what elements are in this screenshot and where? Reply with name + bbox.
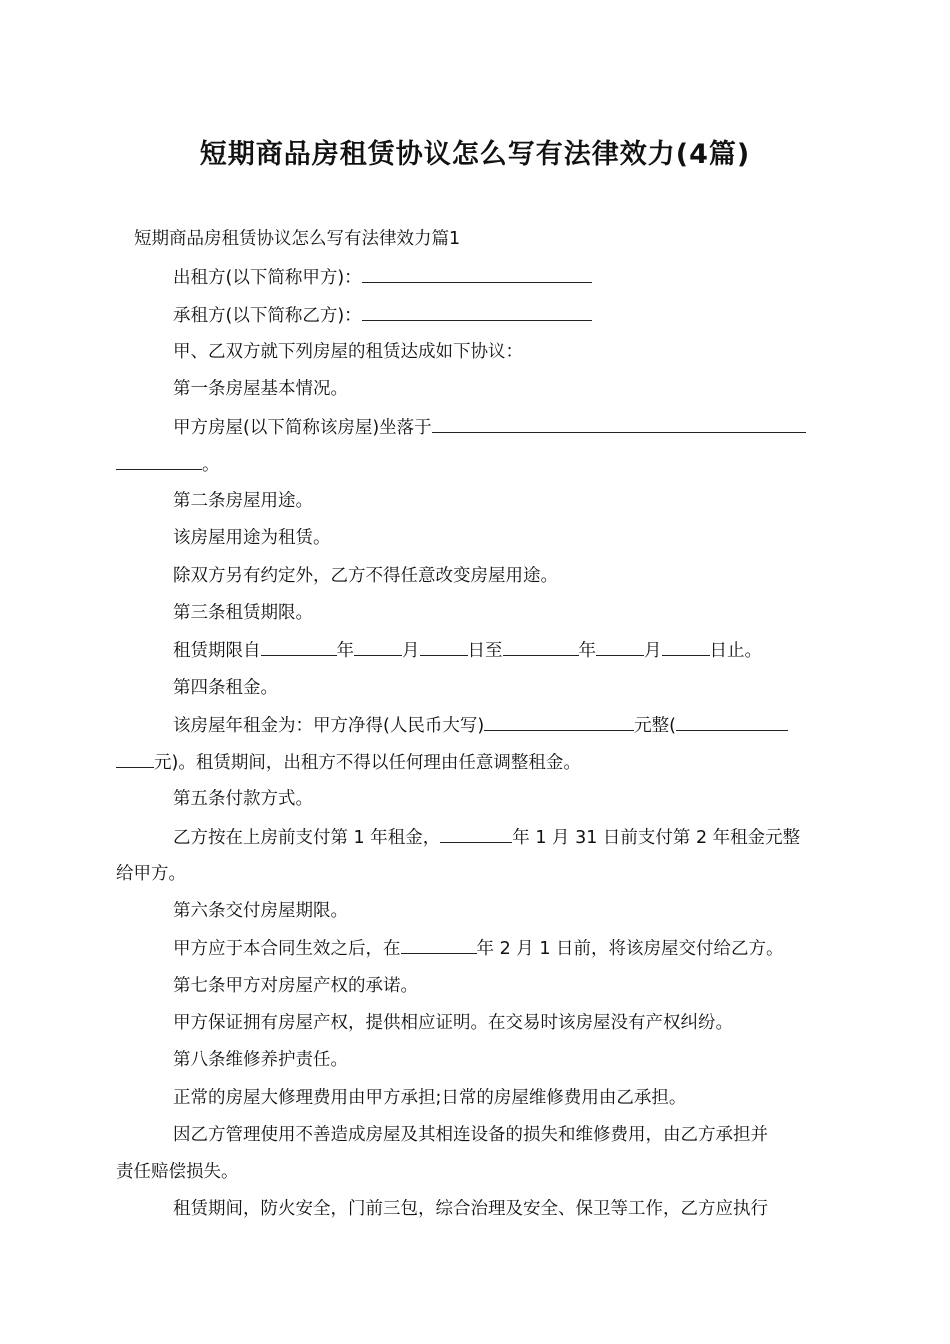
end-month-blank[interactable] [596, 639, 644, 656]
article-heading: 第六条交付房屋期限。 [173, 901, 348, 921]
delivery-label: 甲方应于本合同生效之后，在 [173, 939, 401, 959]
year-text: 年 [578, 641, 596, 661]
paragraph: 除双方另有约定外，乙方不得任意改变房屋用途。 [173, 566, 558, 586]
location-blank-cont[interactable] [116, 453, 202, 470]
term-label: 租赁期限自 [173, 641, 261, 661]
paragraph: 正常的房屋大修理费用由甲方承担;日常的房屋维修费用由乙承担。 [173, 1088, 687, 1108]
article-heading: 第二条房屋用途。 [173, 491, 313, 511]
paragraph: 租赁期间，防火安全，门前三包，综合治理及安全、保卫等工作，乙方应执行 [173, 1199, 768, 1219]
lessor-line [173, 266, 592, 289]
rent-clause-text: 元)。租赁期间，出租方不得以任何理由任意调整租金。 [154, 753, 581, 773]
start-day-blank[interactable] [420, 639, 468, 656]
term-line [173, 639, 762, 662]
article-heading: 第一条房屋基本情况。 [173, 379, 348, 399]
article-heading: 第五条付款方式。 [173, 789, 313, 809]
end-day-blank[interactable] [662, 639, 710, 656]
month-text: 月 [402, 641, 420, 661]
document-title: 短期商品房租赁协议怎么写有法律效力(4篇) [199, 139, 751, 170]
delivery-text: 年 2 月 1 日前，将该房屋交付给乙方。 [476, 939, 784, 959]
paragraph: 给甲方。 [116, 864, 186, 884]
location-label: 甲方房屋(以下简称该房屋)坐落于 [173, 418, 432, 438]
rent-line [173, 714, 788, 737]
paragraph: 甲、乙双方就下列房屋的租赁达成如下协议： [173, 342, 523, 362]
location-line [173, 416, 806, 439]
rent-number-blank-cont[interactable] [116, 751, 154, 768]
rent-number-blank[interactable] [676, 714, 788, 731]
period-mark: 。 [202, 455, 220, 475]
section-heading: 短期商品房租赁协议怎么写有法律效力篇1 [134, 229, 461, 249]
payment-year-blank[interactable] [440, 826, 512, 843]
rent-words-blank[interactable] [484, 714, 634, 731]
paragraph: 因乙方管理使用不善造成房屋及其相连设备的损失和维修费用，由乙方承担并 [173, 1125, 768, 1145]
payment-text: 年 1 月 31 日前支付第 2 年租金元整 [512, 828, 801, 848]
article-heading: 第七条甲方对房屋产权的承诺。 [173, 976, 418, 996]
delivery-year-blank[interactable] [401, 937, 477, 954]
lessor-label: 出租方(以下简称甲方)： [173, 268, 362, 288]
month-text: 月 [644, 641, 662, 661]
article-heading: 第八条维修养护责任。 [173, 1050, 348, 1070]
day-to-text: 日至 [467, 641, 503, 661]
paragraph: 该房屋用途为租赁。 [173, 528, 331, 548]
rent-label: 该房屋年租金为：甲方净得(人民币大写) [173, 716, 485, 736]
payment-label: 乙方按在上房前支付第 1 年租金， [173, 828, 441, 848]
end-year-blank[interactable] [503, 639, 579, 656]
lessee-blank[interactable] [362, 304, 592, 321]
lessor-blank[interactable] [362, 266, 592, 283]
lessee-line [173, 304, 592, 327]
paragraph: 责任赔偿损失。 [116, 1162, 239, 1182]
day-end-text: 日止。 [709, 641, 762, 661]
location-blank[interactable] [432, 416, 806, 433]
rent-unit-text: 元整( [634, 716, 676, 736]
start-month-blank[interactable] [354, 639, 402, 656]
article-heading: 第三条租赁期限。 [173, 603, 313, 623]
paragraph: 甲方保证拥有房屋产权，提供相应证明。在交易时该房屋没有产权纠纷。 [173, 1013, 733, 1033]
article-heading: 第四条租金。 [173, 678, 278, 698]
payment-line [173, 826, 800, 849]
rent-line-cont [116, 751, 581, 774]
location-line-cont [116, 453, 220, 476]
lessee-label: 承租方(以下简称乙方)： [173, 306, 362, 326]
year-text: 年 [336, 641, 354, 661]
start-year-blank[interactable] [261, 639, 337, 656]
delivery-line [173, 937, 784, 960]
